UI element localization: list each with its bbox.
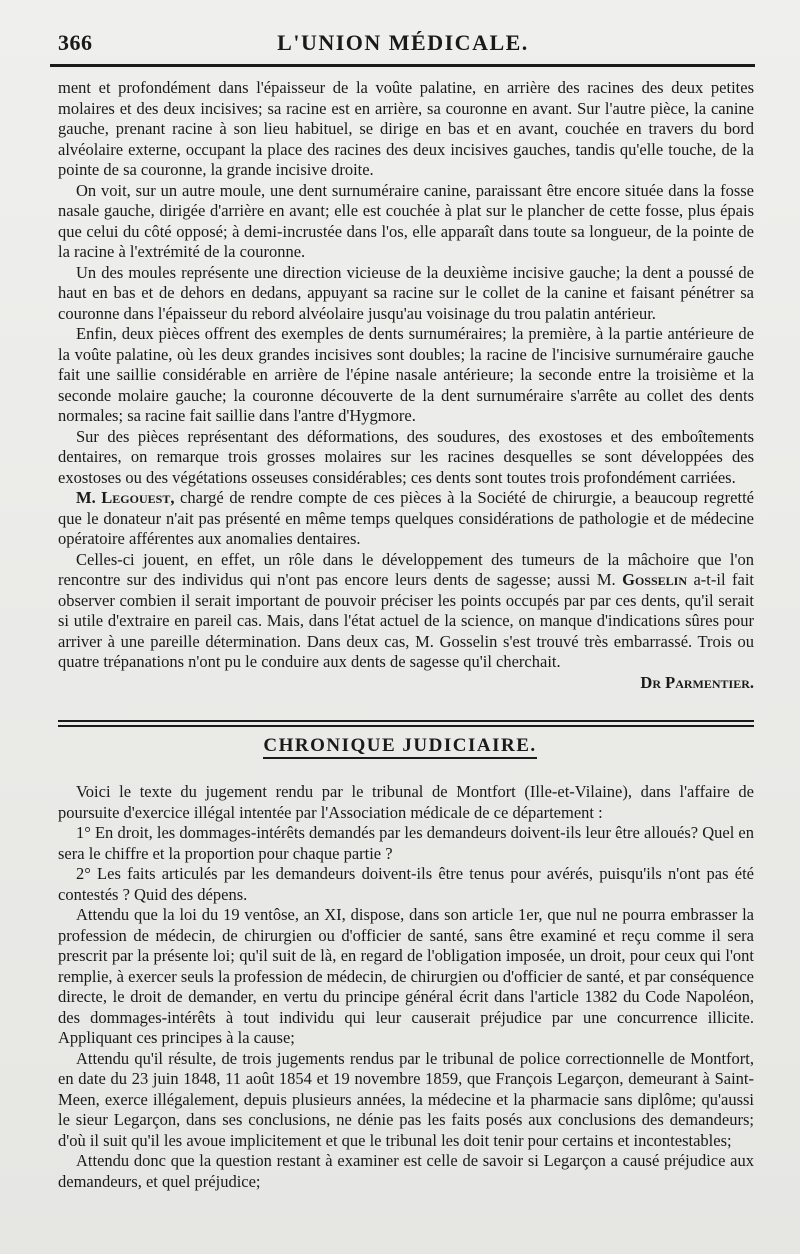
article-paragraph-6-text: chargé de rendre compte de ces pièces à la Société de chirurgie, a beaucoup regretté que le donateur n'ait pas présenté en même temps quelques considérations de pathologie et de médecine opératoire afférentes aux anomalies dentaires. bbox=[58, 488, 754, 548]
article-paragraph-2: On voit, sur un autre moule, une dent surnuméraire canine, paraissant être encore située dans la fosse nasale gauche, dirigée d'arrière en avant; elle est couchée à plat sur le plancher de cette fosse, plus épais que celui du côté opposé; à demi-incrustée dans l'os, elle apparaît dans toute sa longueur, de la pointe de la racine à l'extrémité de la couronne. bbox=[58, 180, 754, 261]
author-name-legouest: M. Legouest, bbox=[76, 488, 175, 507]
article-paragraph-3: Un des moules représente une direction vicieuse de la deuxième incisive gauche; la dent a poussé de haut en bas et de dehors en dedans, appuyant sa racine sur le collet de la canine et faisant pénétrer sa couronne dans l'épaisseur du rebord alvéolaire jusqu'au voisinage du trou palatin antérieur. bbox=[58, 262, 754, 323]
chronique-body bbox=[58, 782, 754, 1192]
article-paragraph-7-text-b: a-t-il fait observer combien il serait important de pouvoir préciser les points occupés par par ces dents, qu'il serait si utile d'extraire en pareil cas. Mais, dans l'état actuel de la science, on manque d'indications sûres pour arriver à une pareille détermination. Dans deux cas, M. Gosselin s'est trouvé très embarrassé. Trois ou quatre trépanations n'ont pu le conduire aux dents de sagesse qu'il cherchait. bbox=[58, 570, 754, 671]
section-title bbox=[0, 735, 800, 757]
article-paragraph-4: Enfin, deux pièces offrent des exemples de dents surnuméraires; la première, à la partie antérieure de la voûte palatine, où les deux grandes incisives sont doubles; la racine de l'incisive surnuméraire gauche fait une saillie considérable en arrière de l'épine nasale antérieure; la seconde entre la troisième et la seconde molaire gauche; la couronne découverte de la dent surnuméraire s'arrête au collet des dents normales; sa racine fait saillie dans l'antre d'Hygmore. bbox=[58, 324, 754, 425]
chronique-paragraph-2: 1° En droit, les dommages-intérêts demandés par les demandeurs doivent-ils leur être alloués? Quel en sera le chiffre et la proportion pour chaque partie ? bbox=[58, 823, 754, 863]
article-body bbox=[58, 78, 754, 693]
page-number: 366 bbox=[58, 30, 93, 55]
author-name-gosselin: Gosselin bbox=[622, 570, 687, 589]
chronique-paragraph-5: Attendu qu'il résulte, de trois jugements rendus par le tribunal de police correctionnelle de Montfort, en date du 23 juin 1848, 11 août 1854 et 19 novembre 1859, que François Legarçon, demeurant à Saint-Meen, exerce illégalement, depuis plusieurs années, la médecine et la pharmacie sans diplôme; qu'aussi le sieur Legarçon, dans ses conclusions, ne dénie pas les faits posés aux conclusions des demandeurs; d'où il suit qu'il les avoue implicitement et que le tribunal les doit tenir pour certains et incontestables; bbox=[58, 1048, 754, 1150]
journal-title: L'UNION MÉDICALE. bbox=[277, 30, 529, 55]
section-divider-bottom bbox=[58, 725, 754, 727]
article-signature: Dr Parmentier. bbox=[640, 672, 754, 692]
article-paragraph-7 bbox=[58, 550, 754, 673]
article-paragraph-1: ment et profondément dans l'épaisseur de la voûte palatine, en arrière des racines des deux petites molaires et des deux incisives; sa racine est en arrière, sa couronne en avant. Sur l'autre pièce, la canine gauche, prenant racine à son lieu habituel, se dirige en bas et en avant, couchée en travers du bord alvéolaire externe, occupant la place des racines des deux incisives gauches, tandis qu'elle touche, de la pointe de sa couronne, la grande incisive droite. bbox=[58, 78, 754, 179]
chronique-paragraph-3: 2° Les faits articulés par les demandeurs doivent-ils être tenus pour avérés, puisqu'ils n'ont pas été contestés ? Quid des dépens. bbox=[58, 864, 754, 904]
section-divider-top bbox=[58, 720, 754, 722]
article-paragraph-6 bbox=[58, 488, 754, 550]
section-title-text: CHRONIQUE JUDICIAIRE. bbox=[263, 735, 536, 759]
article-paragraph-5: Sur des pièces représentant des déformations, des soudures, des exostoses et des emboîtements dentaires, on remarque trois grosses molaires sur les racines desquelles se sont développées des exostoses ou des végétations osseuses considérables; ces dents sont toutes trois profondément carriées. bbox=[58, 426, 754, 487]
chronique-paragraph-4: Attendu que la loi du 19 ventôse, an XI, dispose, dans son article 1er, que nul ne pourra embrasser la profession de médecin, de chirurgien ou d'officier de santé, sans être examiné et reçu comme il sera prescrit par la présente loi; qu'il suit de là, en regard de l'obligation imposée, un droit, pour ceux qui l'ont remplie, à exercer seuls la profession de médecin, de chirurgien ou d'officier de santé, et par conséquence directe, le droit de demander, en vertu du principe général écrit dans l'article 1382 du Code Napoléon, des dommages-intérêts à tout individu qui leur causerait préjudice par une concurrence illicite. Appliquant ces principes à la cause; bbox=[58, 905, 754, 1047]
article-paragraph-7-text-a: Celles-ci jouent, en effet, un rôle dans le développement des tumeurs de la mâchoire que l'on rencontre sur des individus qui n'ont pas encore leurs dents de sagesse; aussi M. bbox=[58, 549, 754, 589]
chronique-paragraph-6: Attendu donc que la question restant à examiner est celle de savoir si Legarçon a causé préjudice aux demandeurs, et quel préjudice; bbox=[58, 1151, 754, 1191]
page-header bbox=[58, 26, 748, 56]
header-rule bbox=[50, 64, 755, 67]
chronique-paragraph-1: Voici le texte du jugement rendu par le tribunal de Montfort (Ille-et-Vilaine), dans l'affaire de poursuite d'exercice illégal intentée par l'Association médicale de ce département : bbox=[58, 782, 754, 822]
